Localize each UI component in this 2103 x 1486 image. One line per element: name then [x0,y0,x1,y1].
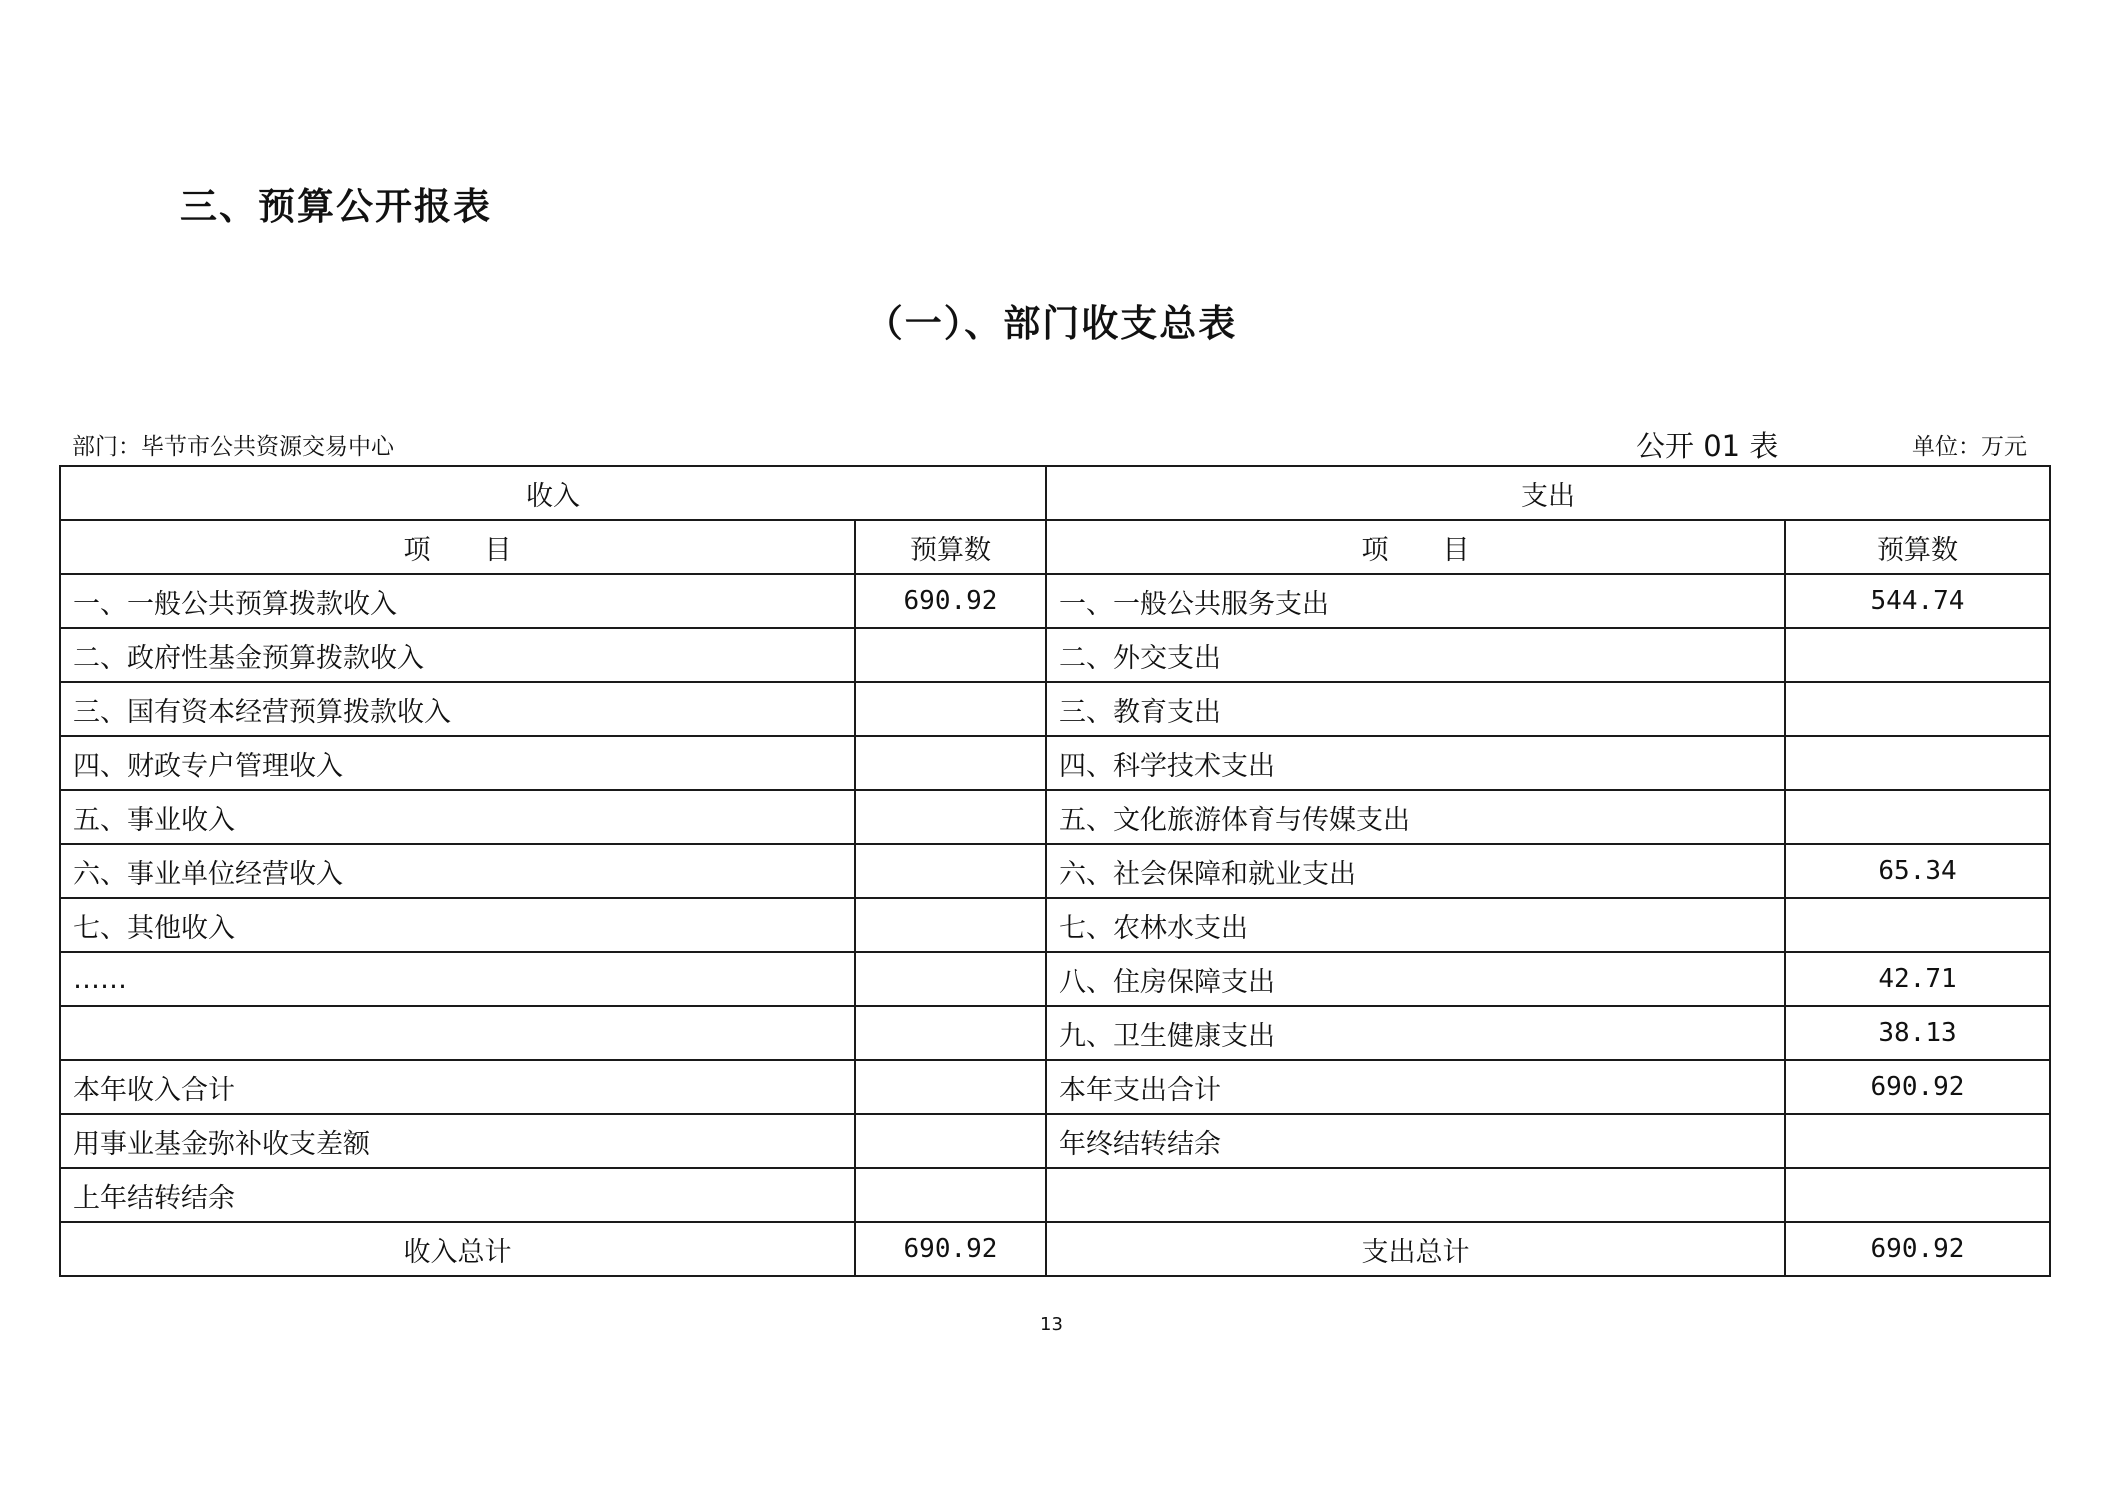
section-title: 三、预算公开报表 [180,184,492,228]
expense-value-cell: 690.92 [1785,1060,2050,1114]
income-item-cell: 上年结转结余 [60,1168,855,1222]
expense-item-header: 项 目 [1046,520,1785,574]
income-item-cell: …… [60,952,855,1006]
income-value-cell: 690.92 [855,574,1046,628]
expense-value-cell [1785,682,2050,736]
income-value-cell [855,1006,1046,1060]
expense-item-cell: 三、教育支出 [1046,682,1785,736]
expense-value-cell: 544.74 [1785,574,2050,628]
table-row [60,844,2050,898]
expense-item-cell: 二、外交支出 [1046,628,1785,682]
expense-value-cell [1785,790,2050,844]
table-row [60,1168,2050,1222]
income-item-cell [60,1006,855,1060]
table-row [60,1114,2050,1168]
totals-row [60,1222,2050,1276]
income-value-cell [855,952,1046,1006]
income-item-cell: 四、财政专户管理收入 [60,736,855,790]
expense-total-label: 支出总计 [1046,1222,1785,1276]
expense-item-cell: 一、一般公共服务支出 [1046,574,1785,628]
table-row [60,1060,2050,1114]
expense-item-cell: 八、住房保障支出 [1046,952,1785,1006]
expense-value-cell: 42.71 [1785,952,2050,1006]
column-header-row [60,520,2050,574]
income-value-cell [855,844,1046,898]
expense-group-header: 支出 [1046,466,2050,520]
income-item-header: 项 目 [60,520,855,574]
expense-total-value: 690.92 [1785,1222,2050,1276]
expense-value-cell [1785,1114,2050,1168]
income-value-cell [855,790,1046,844]
unit-label: 单位：万元 [1912,434,2027,460]
income-value-cell [855,682,1046,736]
income-value-cell [855,1168,1046,1222]
expense-item-cell: 本年支出合计 [1046,1060,1785,1114]
income-value-cell [855,628,1046,682]
department-label: 部门：毕节市公共资源交易中心 [72,434,394,460]
income-budget-header: 预算数 [855,520,1046,574]
table-row [60,790,2050,844]
income-item-cell: 五、事业收入 [60,790,855,844]
budget-summary-table [59,465,2051,1277]
income-item-cell: 六、事业单位经营收入 [60,844,855,898]
table-row [60,736,2050,790]
income-value-cell [855,736,1046,790]
income-value-cell [855,1114,1046,1168]
expense-budget-header: 预算数 [1785,520,2050,574]
table-number: 公开 01 表 [1636,429,1779,463]
income-total-value: 690.92 [855,1222,1046,1276]
table-row [60,952,2050,1006]
page-number: 13 [1040,1314,1063,1335]
income-group-header: 收入 [60,466,1046,520]
expense-value-cell [1785,898,2050,952]
expense-value-cell: 65.34 [1785,844,2050,898]
expense-item-cell [1046,1168,1785,1222]
table-title: （一）、部门收支总表 [865,301,1238,345]
income-item-cell: 本年收入合计 [60,1060,855,1114]
table-row [60,682,2050,736]
table-row [60,574,2050,628]
expense-item-cell: 七、农林水支出 [1046,898,1785,952]
table-row [60,1006,2050,1060]
expense-item-cell: 九、卫生健康支出 [1046,1006,1785,1060]
income-item-cell: 二、政府性基金预算拨款收入 [60,628,855,682]
group-header-row [60,466,2050,520]
expense-item-cell: 年终结转结余 [1046,1114,1785,1168]
expense-item-cell: 四、科学技术支出 [1046,736,1785,790]
table-row [60,898,2050,952]
income-value-cell [855,898,1046,952]
expense-value-cell [1785,628,2050,682]
expense-value-cell [1785,736,2050,790]
income-item-cell: 三、国有资本经营预算拨款收入 [60,682,855,736]
table-row [60,628,2050,682]
income-item-cell: 用事业基金弥补收支差额 [60,1114,855,1168]
expense-value-cell [1785,1168,2050,1222]
expense-value-cell: 38.13 [1785,1006,2050,1060]
income-value-cell [855,1060,1046,1114]
income-total-label: 收入总计 [60,1222,855,1276]
income-item-cell: 一、一般公共预算拨款收入 [60,574,855,628]
expense-item-cell: 六、社会保障和就业支出 [1046,844,1785,898]
income-item-cell: 七、其他收入 [60,898,855,952]
expense-item-cell: 五、文化旅游体育与传媒支出 [1046,790,1785,844]
